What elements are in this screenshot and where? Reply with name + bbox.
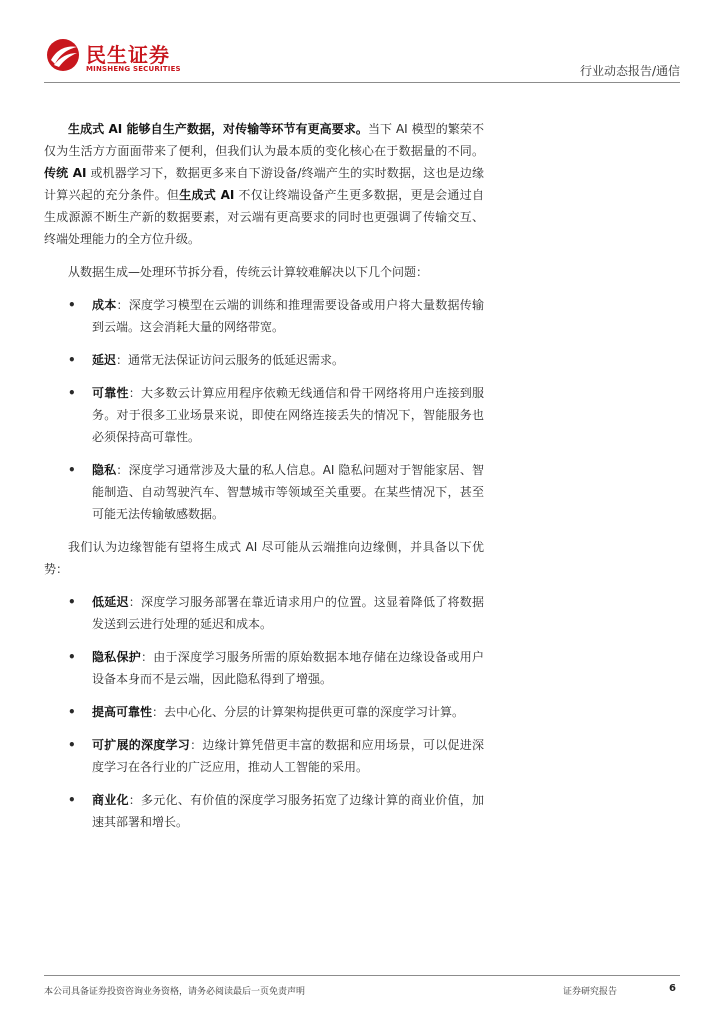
- item-sep: ：: [116, 463, 129, 477]
- item-term: 提高可靠性: [92, 705, 153, 719]
- intro-run: 生成式 AI: [179, 188, 235, 202]
- item-sep: ：: [116, 298, 129, 312]
- item-sep: ：: [128, 595, 142, 609]
- logo-chinese-name: 民生证券: [86, 43, 170, 67]
- list-item: [44, 646, 484, 690]
- bullet-dot-icon: •: [68, 463, 76, 477]
- minsheng-logo-icon: [46, 38, 80, 72]
- item-desc: 去中心化、分层的计算架构提供更可靠的深度学习计算。: [164, 705, 465, 719]
- item-sep: ：: [116, 353, 129, 367]
- bullet-dot-icon: •: [68, 705, 76, 719]
- item-desc: 大多数云计算应用程序依赖无线通信和骨干网络将用户连接到服务。对于很多工业场景来说，即使在网络连接丢失的情况下，智能服务也必须保持高可靠性。: [92, 386, 484, 444]
- item-sep: ：: [141, 650, 154, 664]
- problems-list: [44, 294, 484, 525]
- item-term: 商业化: [92, 793, 129, 807]
- item-sep: ：: [152, 705, 165, 719]
- list-item: [44, 382, 484, 448]
- intro-run: 传统 AI: [44, 166, 87, 180]
- bullet-dot-icon: •: [68, 793, 76, 807]
- item-term: 隐私保护: [92, 650, 142, 664]
- item-desc: 深度学习模型在云端的训练和推理需要设备或用户将大量数据传输到云端。这会消耗大量的网络带宽。: [92, 298, 484, 334]
- item-term: 隐私: [92, 463, 117, 477]
- intro-run: 不仅让终端设备产生更多数据，更是会通过自生成源源不断生产新的数据要素，对云端有更高要求的同时也更强调了传输交互、终端处理能力的全方位升级。: [44, 188, 484, 246]
- bullet-dot-icon: •: [68, 298, 76, 312]
- item-term: 可靠性: [92, 386, 129, 400]
- item-term: 延迟: [92, 353, 117, 367]
- bullet-dot-icon: •: [68, 738, 76, 752]
- list-item: [44, 591, 484, 635]
- intro-paragraph: [44, 118, 484, 250]
- footer-report-type: 证券研究报告: [563, 987, 618, 997]
- list-item: [44, 701, 484, 723]
- intro-run: 生成式 AI 能够自生产数据，对传输等环节有更高要求。: [68, 122, 368, 136]
- item-term: 低延迟: [92, 595, 129, 609]
- item-desc: 边缘计算凭借更丰富的数据和应用场景，可以促进深度学习在各行业的广泛应用，推动人工智能的采用。: [92, 738, 484, 774]
- company-logo: [46, 38, 186, 78]
- report-category: 行业动态报告/通信: [579, 64, 680, 78]
- item-sep: ：: [128, 386, 142, 400]
- list-item: [44, 789, 484, 833]
- report-body: [44, 118, 484, 844]
- problems-intro: [44, 261, 484, 283]
- bullet-dot-icon: •: [68, 353, 76, 367]
- list-item: [44, 349, 484, 371]
- footer-disclaimer: 本公司具备证券投资咨询业务资格，请务必阅读最后一页免责声明: [44, 987, 306, 997]
- advantages-intro-text: 我们认为边缘智能有望将生成式 AI 尽可能从云端推向边缘侧，并具备以下优势：: [44, 540, 484, 576]
- problems-intro-text: 从数据生成—处理环节拆分看，传统云计算较难解决以下几个问题：: [68, 265, 429, 279]
- item-desc: 深度学习服务部署在靠近请求用户的位置。这显着降低了将数据发送到云进行处理的延迟和成本。: [92, 595, 484, 631]
- item-sep: ：: [128, 793, 142, 807]
- item-desc: 深度学习通常涉及大量的私人信息。AI 隐私问题对于智能家居、智能制造、自动驾驶汽车、智慧城市等领域至关重要。在某些情况下，甚至可能无法传输敏感数据。: [92, 463, 484, 521]
- advantages-intro: [44, 536, 484, 580]
- intro-run: 当下 AI 模型的繁荣不仅为生活方方面面带来了便利，但我们认为最本质的变化核心在于数据量的不同。: [44, 122, 484, 158]
- logo-english-name: MINSHENG SECURITIES: [86, 65, 181, 73]
- list-item: [44, 294, 484, 338]
- item-sep: ：: [190, 738, 203, 752]
- bullet-dot-icon: •: [68, 386, 76, 400]
- advantages-list: [44, 591, 484, 833]
- header-divider: [44, 82, 680, 83]
- item-desc: 多元化、有价值的深度学习服务拓宽了边缘计算的商业价值，加速其部署和增长。: [92, 793, 484, 829]
- bullet-dot-icon: •: [68, 595, 76, 609]
- bullet-dot-icon: •: [68, 650, 76, 664]
- item-desc: 由于深度学习服务所需的原始数据本地存储在边缘设备或用户设备本身而不是云端，因此隐私得到了增强。: [92, 650, 484, 686]
- footer-divider: [44, 975, 680, 976]
- intro-run: 或机器学习下，数据更多来自下游设备/终端产生的实时数据，这也是边缘计算兴起的充分条件。但: [44, 166, 484, 202]
- list-item: [44, 734, 484, 778]
- page-header: [0, 0, 724, 82]
- item-desc: 通常无法保证访问云服务的低延迟需求。: [128, 353, 345, 367]
- item-term: 可扩展的深度学习: [92, 738, 191, 752]
- item-term: 成本: [92, 298, 117, 312]
- page-number: 6: [669, 983, 676, 994]
- list-item: [44, 459, 484, 525]
